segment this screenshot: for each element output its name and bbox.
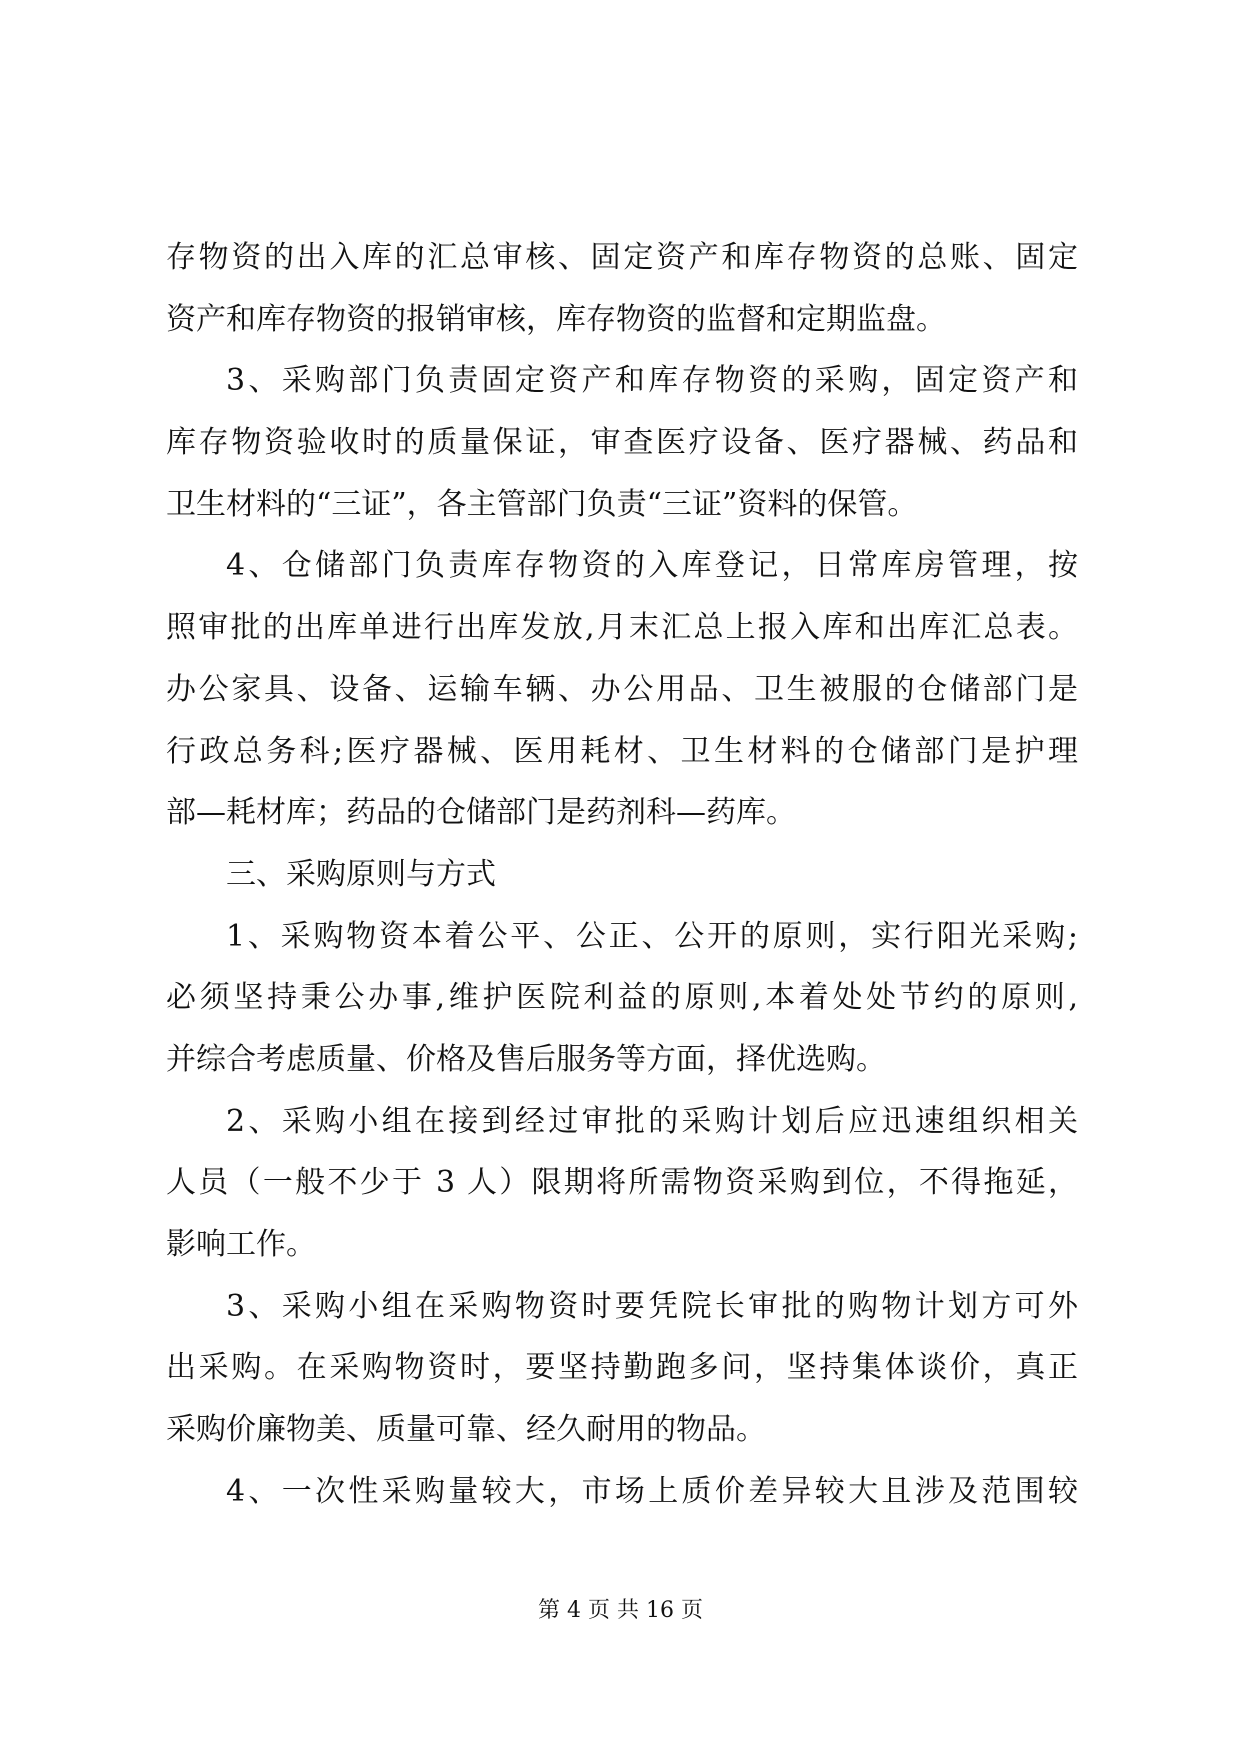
body-line: 影响工作。 — [166, 1227, 316, 1262]
body-line: 4、仓储部门负责库存物资的入库登记，日常库房管理，按 — [226, 548, 1078, 584]
body-line: 库存物资验收时的质量保证，审查医疗设备、医疗器械、药品和 — [166, 425, 1078, 461]
page-number-footer: 第 4 页 共 16 页 — [538, 1598, 703, 1623]
body-line: 采购价廉物美、质量可靠、经久耐用的物品。 — [166, 1412, 766, 1448]
body-line: 2、采购小组在接到经过审批的采购计划后应迅速组织相关 — [226, 1103, 1078, 1139]
body-line: 存物资的出入库的汇总审核、固定资产和库存物资的总账、固定 — [166, 240, 1078, 275]
body-line: 3、采购部门负责固定资产和库存物资的采购，固定资产和 — [226, 363, 1078, 399]
body-line: 1、采购物资本着公平、公正、公开的原则，实行阳光采购; — [226, 918, 1078, 954]
body-line: 部—耗材库；药品的仓储部门是药剂科—药库。 — [166, 795, 796, 831]
body-line: 卫生材料的“三证”，各主管部门负责“三证”资料的保管。 — [166, 486, 918, 522]
body-line: 资产和库存物资的报销审核，库存物资的监督和定期监盘。 — [166, 301, 946, 337]
body-line: 行政总务科;医疗器械、医用耗材、卫生材料的仓储部门是护理 — [166, 733, 1078, 769]
section-heading: 三、采购原则与方式 — [226, 856, 496, 892]
body-line: 人员（一般不少于 3 人）限期将所需物资采购到位，不得拖延， — [166, 1165, 1078, 1201]
body-line: 4、一次性采购量较大，市场上质价差异较大且涉及范围较 — [226, 1473, 1078, 1509]
document-body — [166, 227, 1078, 1522]
body-line: 办公家具、设备、运输车辆、办公用品、卫生被服的仓储部门是 — [166, 671, 1078, 707]
body-line: 必须坚持秉公办事,维护医院利益的原则,本着处处节约的原则, — [166, 980, 1078, 1016]
body-line: 出采购。在采购物资时，要坚持勤跑多问，坚持集体谈价，真正 — [166, 1350, 1078, 1386]
body-line: 照审批的出库单进行出库发放,月末汇总上报入库和出库汇总表。 — [166, 610, 1078, 646]
body-line: 3、采购小组在采购物资时要凭院长审批的购物计划方可外 — [226, 1288, 1078, 1324]
body-line: 并综合考虑质量、价格及售后服务等方面，择优选购。 — [166, 1041, 886, 1077]
